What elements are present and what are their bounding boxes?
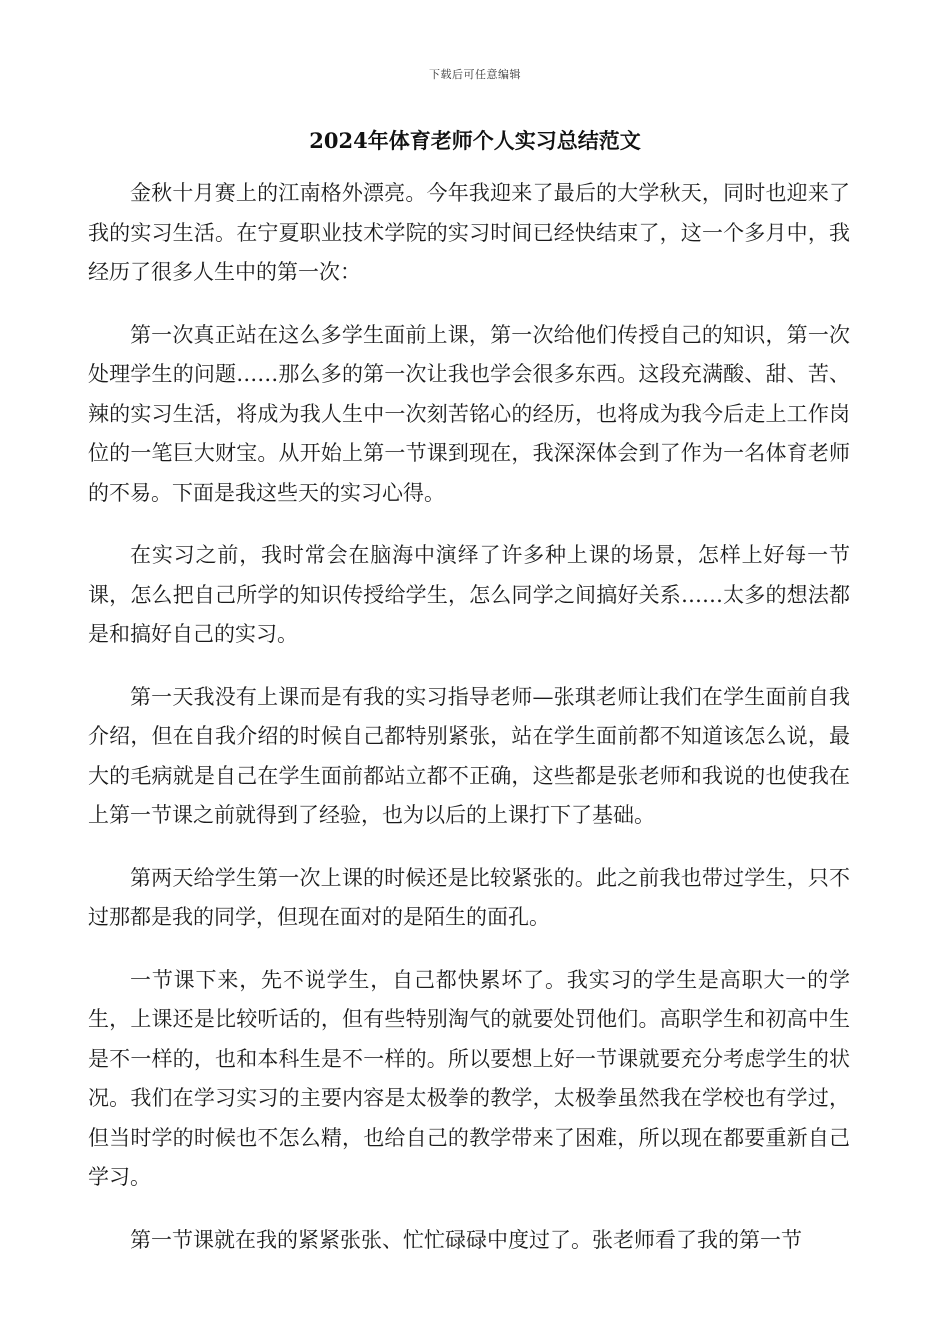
document-body (88, 174, 850, 1283)
paragraph: 第两天给学生第一次上课的时候还是比较紧张的。此之前我也带过学生，只不过那都是我的同学，但现在面对的是陌生的面孔。 (88, 865, 850, 929)
paragraph: 第一节课就在我的紧紧张张、忙忙碌碌中度过了。张老师看了我的第一节 (130, 1227, 802, 1252)
paragraph: 一节课下来，先不说学生，自己都快累坏了。我实习的学生是高职大一的学生，上课还是比较听话的，但有些特别淘气的就要处罚他们。高职学生和初高中生是不一样的，也和本科生是不一样的。所以要想上好一节课就要充分考虑学生的状况。我们在学习实习的主要内容是太极拳的教学，太极拳虽然我在学校也有学过，但当时学的时候也不怎么精，也给自己的教学带来了困难，所以现在都要重新自己学习。 (88, 967, 850, 1189)
header-note: 下载后可任意编辑 (429, 68, 521, 81)
paragraph: 金秋十月赛上的江南格外漂亮。今年我迎来了最后的大学秋天，同时也迎来了我的实习生活。在宁夏职业技术学院的实习时间已经快结束了，这一个多月中，我经历了很多人生中的第一次： (88, 181, 850, 284)
paragraph: 第一次真正站在这么多学生面前上课，第一次给他们传授自己的知识，第一次处理学生的问题……那么多的第一次让我也学会很多东西。这段充满酸、甜、苦、辣的实习生活，将成为我人生中一次刻苦铭心的经历，也将成为我今后走上工作岗位的一笔巨大财宝。从开始上第一节课到现在，我深深体会到了作为一名体育老师的不易。下面是我这些天的实习心得。 (88, 322, 850, 505)
document-title: 2024年体育老师个人实习总结范文 (309, 128, 641, 153)
paragraph: 在实习之前，我时常会在脑海中演绎了许多种上课的场景，怎样上好每一节课，怎么把自己所学的知识传授给学生，怎么同学之间搞好关系……太多的想法都是和搞好自己的实习。 (88, 543, 850, 646)
paragraph: 第一天我没有上课而是有我的实习指导老师—张琪老师让我们在学生面前自我介绍，但在自我介绍的时候自己都特别紧张，站在学生面前都不知道该怎么说，最大的毛病就是自己在学生面前都站立都不正确，这些都是张老师和我说的也使我在上第一节课之前就得到了经验，也为以后的上课打下了基础。 (88, 684, 850, 827)
